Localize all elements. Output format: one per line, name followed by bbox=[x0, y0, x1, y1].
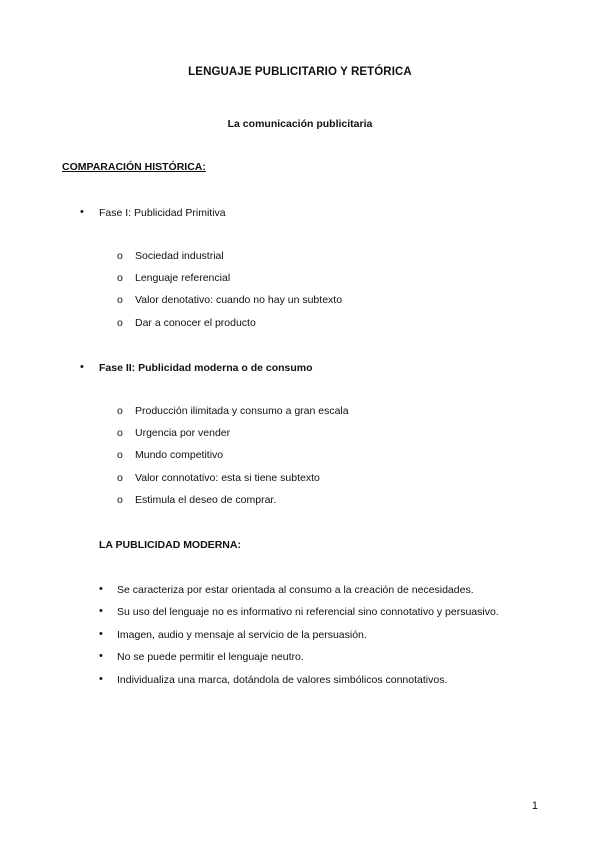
sub-bullet-icon: o bbox=[117, 449, 123, 461]
list-item: Sociedad industrial bbox=[135, 250, 224, 262]
sub-bullet-icon: o bbox=[117, 472, 123, 484]
list-item: Dar a conocer el producto bbox=[135, 317, 256, 329]
phase1-label: Fase I: Publicidad Primitiva bbox=[99, 207, 226, 219]
bullet-icon: • bbox=[80, 206, 84, 218]
sub-bullet-icon: o bbox=[117, 272, 123, 284]
list-item: Lenguaje referencial bbox=[135, 272, 231, 284]
list-item: Estimula el deseo de comprar. bbox=[135, 494, 277, 506]
list-item: Producción ilimitada y consumo a gran escala bbox=[135, 405, 349, 417]
page-title: LENGUAJE PUBLICITARIO Y RETÓRICA bbox=[188, 66, 412, 78]
list-item: Valor denotativo: cuando no hay un subtexto bbox=[135, 294, 343, 306]
sub-bullet-icon: o bbox=[117, 250, 123, 262]
list-item: Su uso del lenguaje no es informativo ni referencial sino connotativo y persuasivo. bbox=[117, 606, 499, 618]
bullet-icon: • bbox=[99, 583, 103, 595]
bullet-icon: • bbox=[80, 361, 84, 373]
section-heading-modern: LA PUBLICIDAD MODERNA: bbox=[99, 539, 241, 551]
bullet-icon: • bbox=[99, 673, 103, 685]
list-item: Mundo competitivo bbox=[135, 449, 224, 461]
list-item: Urgencia por vender bbox=[135, 427, 231, 439]
sub-bullet-icon: o bbox=[117, 317, 123, 329]
sub-bullet-icon: o bbox=[117, 405, 123, 417]
phase2-label: Fase II: Publicidad moderna o de consumo bbox=[99, 362, 313, 374]
list-item: Se caracteriza por estar orientada al consumo a la creación de necesidades. bbox=[117, 584, 474, 596]
bullet-icon: • bbox=[99, 628, 103, 640]
list-item: No se puede permitir el lenguaje neutro. bbox=[117, 651, 304, 663]
sub-bullet-icon: o bbox=[117, 494, 123, 506]
list-item: Imagen, audio y mensaje al servicio de la persuasión. bbox=[117, 629, 367, 641]
sub-bullet-icon: o bbox=[117, 427, 123, 439]
page-subtitle: La comunicación publicitaria bbox=[227, 118, 373, 130]
list-item: Individualiza una marca, dotándola de valores simbólicos connotativos. bbox=[117, 674, 448, 686]
bullet-icon: • bbox=[99, 605, 103, 617]
sub-bullet-icon: o bbox=[117, 294, 123, 306]
page-number: 1 bbox=[531, 800, 538, 812]
list-item: Valor connotativo: esta si tiene subtexto bbox=[135, 472, 320, 484]
section-heading-historical: COMPARACIÓN HISTÓRICA: bbox=[62, 161, 206, 173]
bullet-icon: • bbox=[99, 650, 103, 662]
